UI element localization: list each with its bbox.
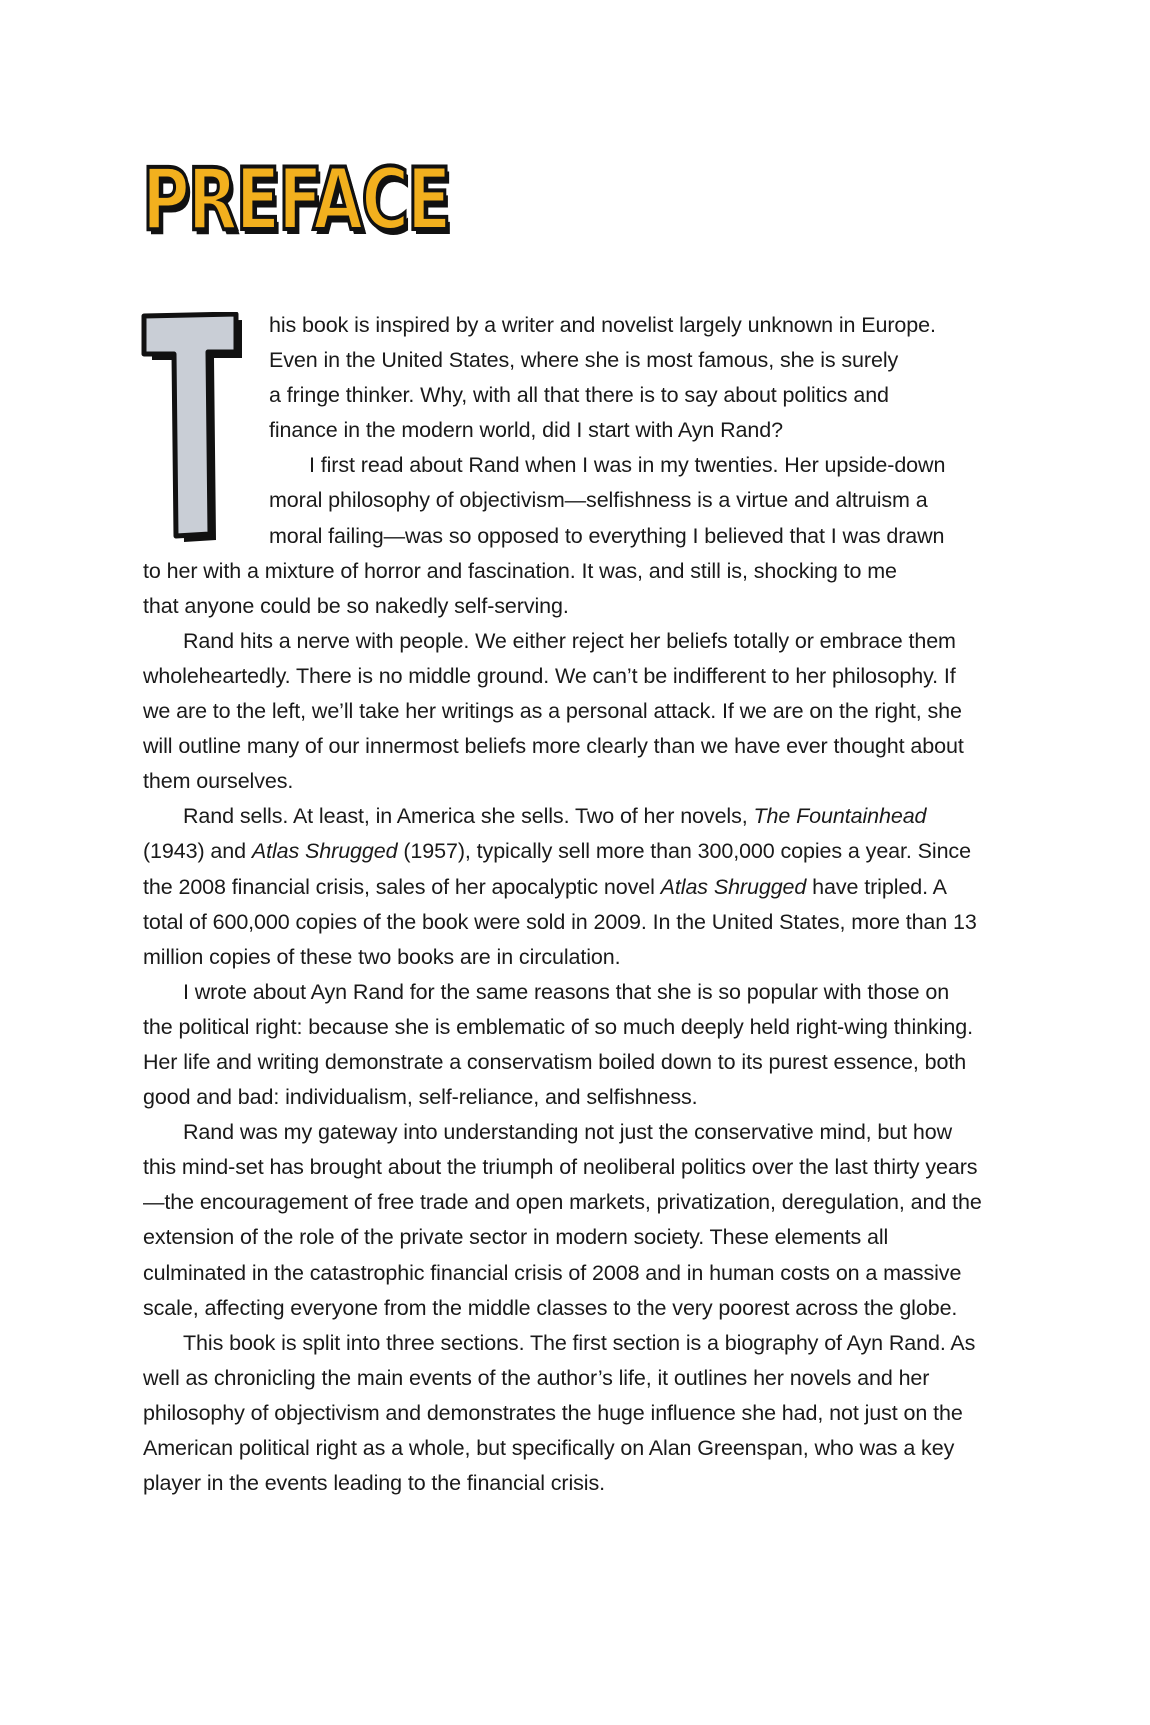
paragraph: Rand hits a nerve with people. We either reject her beliefs totally or embrace them wholeheartedly. There is no middle ground. We can’t be indifferent to her philosophy. If we are to the left, we’ll take her writings as a personal attack. If we are on the right, she will outline many of our innermost beliefs more clearly than we have ever thought about them ourselves.	[143, 628, 964, 794]
text-line: his book is inspired by a writer and novelist largely unknown in Europe.	[269, 313, 936, 337]
text-line: Even in the United States, where she is most famous, she is surely	[269, 348, 899, 373]
paragraph: Rand was my gateway into understanding not just the conservative mind, but how this mind-set has brought about the triumph of neoliberal politics over the last thirty years—the encouragement of free trade and open markets, privatization, deregulation, and the extension of the role of the private sector in modern society. These elements all culminated in the catastrophic financial crisis of 2008 and in human costs on a massive scale, affecting everyone from the middle classes to the very poorest across the globe.	[143, 1120, 982, 1320]
paragraph: Rand sells. At least, in America she sells. Two of her novels, The Fountainhead (1943) and Atlas Shrugged (1957), typically sell more than 300,000 copies a year. Since the 2008 financial crisis, sales of her apocalyptic novel Atlas Shrugged have tripled. A total of 600,000 copies of the book were sold in 2009. In the United States, more than 13 million copies of these two books are in circulation.	[143, 804, 977, 969]
opening-paragraph	[143, 308, 983, 554]
paragraph: I wrote about Ayn Rand for the same reasons that she is so popular with those on the political right: because she is emblematic of so much deeply held right-wing thinking. Her life and writing demonstrate a conservatism boiled down to its purest essence, both good and bad: individualism, self-reliance, and selfishness.	[143, 979, 973, 1110]
text-line: a fringe thinker. Why, with all that there is to say about politics and	[269, 383, 889, 408]
book-title: Atlas Shrugged	[251, 839, 398, 864]
book-title: Atlas Shrugged	[660, 874, 807, 899]
text-line: moral failing—was so opposed to everything I believed that I was drawn	[269, 523, 945, 548]
book-title: The Fountainhead	[753, 804, 927, 829]
text-line: that anyone could be so nakedly self-serving.	[143, 593, 569, 618]
body-text	[143, 308, 983, 1501]
text-line: finance in the modern world, did I start with Ayn Rand?	[269, 418, 783, 443]
paragraph: This book is split into three sections. The first section is a biography of Ayn Rand. As well as chronicling the main events of the author’s life, it outlines her novels and her philosophy of objectivism and demonstrates the huge influence she had, not just on the American political right as a whole, but specifically on Alan Greenspan, who was a key player in the events leading to the financial crisis.	[143, 1330, 976, 1496]
text-line: moral philosophy of objectivism—selfishness is a virtue and altruism a	[269, 488, 928, 513]
text-line: I first read about Rand when I was in my twenties. Her upside-down	[309, 453, 946, 478]
chapter-title: PREFACE	[142, 150, 450, 250]
text-line: to her with a mixture of horror and fascination. It was, and still is, shocking to me	[143, 558, 897, 583]
